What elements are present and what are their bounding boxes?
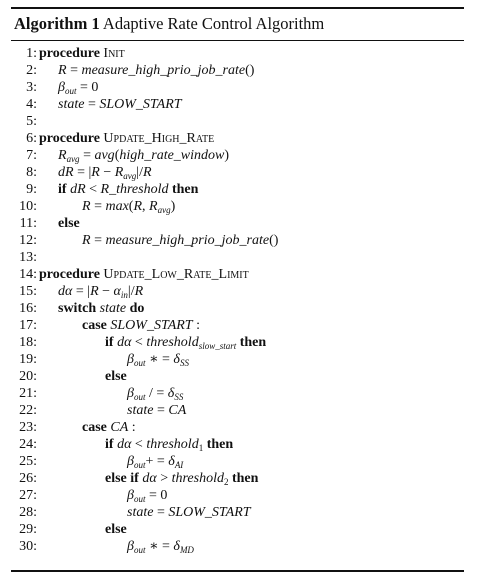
line-code: if dR < R_threshold then	[58, 182, 199, 197]
line-code: procedure Init	[39, 46, 125, 61]
line-code: R = max(R, $R_{avg}$)	[82, 199, 176, 215]
line-number: 18:	[19, 335, 37, 350]
algorithm-name: Adaptive Rate Control Algorithm	[102, 14, 325, 33]
line-number: 23:	[19, 420, 37, 435]
algorithm-line	[11, 283, 464, 300]
line-number: 1:	[26, 46, 37, 61]
line-number: 5:	[26, 114, 37, 129]
algorithm-line	[11, 232, 464, 249]
algorithm-line	[11, 130, 464, 147]
line-number: 13:	[19, 250, 37, 265]
line-code: $d\alpha = |R - \alpha_{in}|/R$	[58, 284, 144, 300]
line-code: else if dα > threshold$_2$ then	[105, 471, 259, 487]
line-number: 7:	[26, 148, 37, 163]
line-code: state = SLOW_START	[58, 97, 182, 112]
line-code: else	[105, 522, 127, 537]
line-number: 17:	[19, 318, 37, 333]
top-rule	[11, 7, 464, 9]
line-code: state = CA	[127, 403, 187, 418]
algorithm-line	[11, 470, 464, 487]
algorithm-line	[11, 385, 464, 402]
line-code: case CA :	[82, 420, 136, 435]
algorithm-line	[11, 419, 464, 436]
line-number: 2:	[26, 63, 37, 78]
algorithm-line	[11, 249, 464, 266]
line-code: procedure Update_Low_Rate_Limit	[39, 267, 249, 282]
algorithm-line	[11, 79, 464, 96]
line-code: $\beta_{out} = 0$	[58, 80, 99, 96]
algorithm-box	[11, 7, 464, 572]
line-code: state = SLOW_START	[127, 505, 251, 520]
line-number: 10:	[19, 199, 37, 214]
algorithm-line	[11, 300, 464, 317]
line-number: 28:	[19, 505, 37, 520]
line-code: dR = $|R - R_{avg}|/R$	[58, 165, 152, 181]
algorithm-line	[11, 521, 464, 538]
algorithm-line	[11, 402, 464, 419]
line-number: 27:	[19, 488, 37, 503]
algorithm-line	[11, 113, 464, 130]
algorithm-line	[11, 504, 464, 521]
bottom-rule	[11, 570, 464, 572]
line-code: if dα < threshold$_{slow\_start}$ then	[105, 335, 267, 351]
line-number: 20:	[19, 369, 37, 384]
line-number: 9:	[26, 182, 37, 197]
line-code: if dα < threshold$_1$ then	[105, 437, 234, 453]
line-number: 3:	[26, 80, 37, 95]
algorithm-line	[11, 181, 464, 198]
line-code: R = measure_high_prio_job_rate()	[82, 233, 279, 248]
algorithm-line	[11, 45, 464, 62]
line-number: 16:	[19, 301, 37, 316]
line-number: 19:	[19, 352, 37, 367]
algorithm-line	[11, 368, 464, 385]
line-code: else	[105, 369, 127, 384]
algorithm-line	[11, 266, 464, 283]
algorithm-line	[11, 453, 464, 470]
line-code: $\beta_{out}$ ∗ = $\delta_{MD}$	[127, 539, 194, 555]
algorithm-line	[11, 164, 464, 181]
line-code: switch state do	[58, 301, 145, 316]
line-code: procedure Update_High_Rate	[39, 131, 215, 146]
line-number: 12:	[19, 233, 37, 248]
algorithm-line	[11, 487, 464, 504]
algorithm-title	[14, 14, 324, 34]
line-number: 11:	[19, 216, 37, 231]
algorithm-line	[11, 62, 464, 79]
algorithm-body	[11, 45, 464, 555]
algorithm-line	[11, 351, 464, 368]
line-code: $\beta_{out}$ ∗ = $\delta_{SS}$	[127, 352, 189, 368]
algorithm-line	[11, 96, 464, 113]
line-number: 4:	[26, 97, 37, 112]
algorithm-line	[11, 317, 464, 334]
line-number: 8:	[26, 165, 37, 180]
line-number: 22:	[19, 403, 37, 418]
line-number: 21:	[19, 386, 37, 401]
line-number: 25:	[19, 454, 37, 469]
line-code: $R_{avg}$ = avg(high_rate_window)	[58, 148, 230, 164]
algorithm-line	[11, 198, 464, 215]
line-code: $\beta_{out} = 0$	[127, 488, 168, 504]
title-rule	[11, 40, 464, 41]
line-number: 24:	[19, 437, 37, 452]
algorithm-line	[11, 215, 464, 232]
line-number: 29:	[19, 522, 37, 537]
algorithm-line	[11, 538, 464, 555]
algorithm-line	[11, 147, 464, 164]
line-code: case SLOW_START :	[82, 318, 200, 333]
line-code: R = measure_high_prio_job_rate()	[58, 63, 255, 78]
line-code: $\beta_{out}$ / = $\delta_{SS}$	[127, 386, 184, 402]
line-number: 30:	[19, 539, 37, 554]
line-number: 26:	[19, 471, 37, 486]
line-code: $\beta_{out}+ = \delta_{AI}$	[127, 454, 184, 470]
line-number: 6:	[26, 131, 37, 146]
line-number: 14:	[19, 267, 37, 282]
algorithm-line	[11, 436, 464, 453]
line-number: 15:	[19, 284, 37, 299]
algorithm-line	[11, 334, 464, 351]
line-code: else	[58, 216, 80, 231]
algorithm-label: Algorithm 1	[14, 14, 100, 33]
